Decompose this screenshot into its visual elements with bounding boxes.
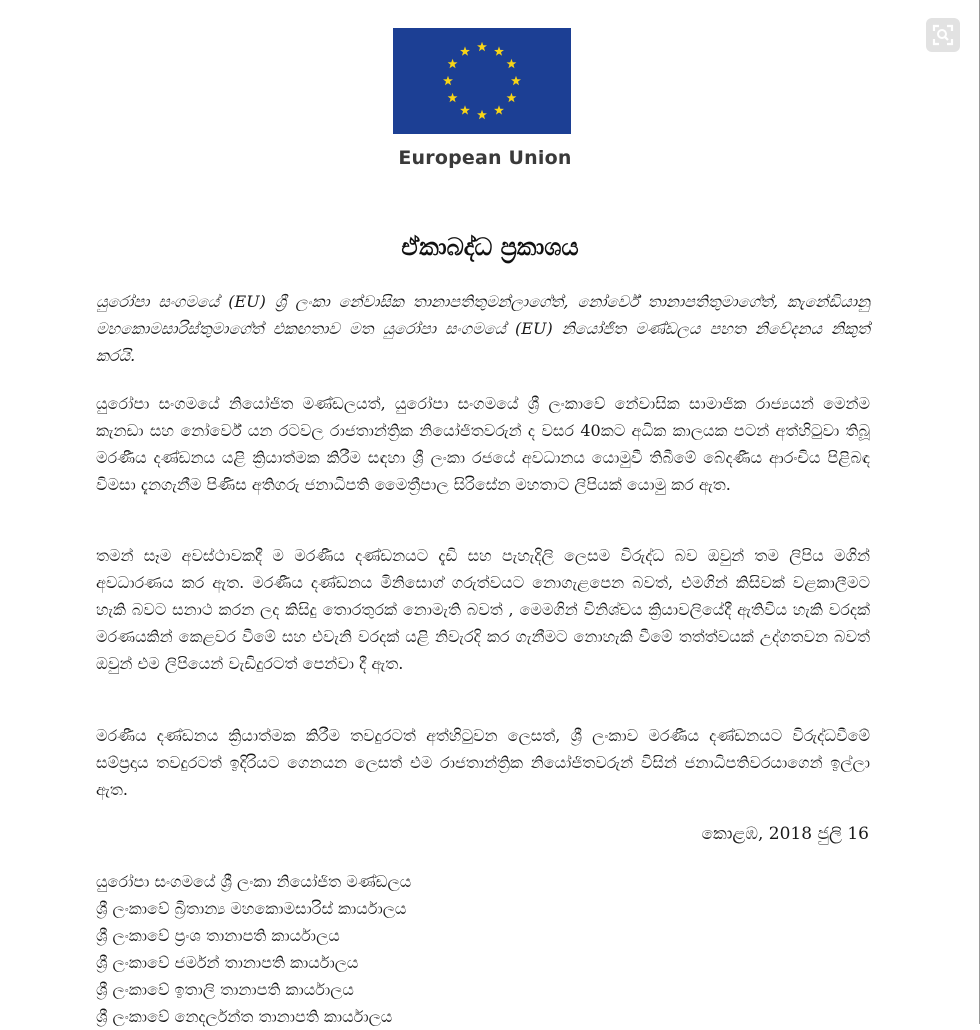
document-title: ඒකාබද්ධ ප්‍රකාශය (401, 232, 579, 261)
signatory-list (96, 868, 411, 1030)
zoom-fit-icon (932, 24, 954, 46)
eu-logo (393, 28, 572, 169)
signatory-item: යුරෝපා සංගමයේ ශ්‍රී ලංකා නියෝජිත මණ්ඩලය (96, 872, 412, 891)
signatory-item: ශ්‍රී ලංකාවේ ජර්මන් තානාපති කාර්යාලය (96, 953, 359, 972)
body-paragraph: තමන් සෑම අවස්ථාවකදී ම මරණීය දණ්ඩනයට දැඩි සහ පැහැදිලි ලෙසම විරුද්ධ බව ඔවුන් තම ලිපිය මගින් අවධාරණය කර ඇත. මරණීය දණ්ඩනය මිනිසොග් ගරුත්වයට නොගැළපෙන බවත්, එමගින් කිසිවක් වළකාලීමට හැකි බවට සනාථ කරන ලද කිසිදු තොරතුරක් නොමැති බවත් , මෙමගින් විනිශ්චය ක්‍රියාවලියේදී ඇතිවිය හැකි වරදක් මරණයකින් කෙළවර වීමේ සහ එවැනි වරදක් යළි නිවැරදි කර ගැනීමට නොහැකි වීමේ තත්ත්වයක් උද්ගතවන බවත් ඔවුන් එම ලිපියෙන් වැඩිදුරටත් පෙන්වා දී ඇත. (96, 546, 870, 673)
dateline: කොළඹ, 2018 ජුලි 16 (701, 824, 869, 844)
logo-text: European Union (398, 147, 572, 169)
body-paragraph: යුරෝපා සංගමයේ නියෝජිත මණ්ඩලයත්, යුරෝපා සංගමයේ ශ්‍රී ලංකාවේ නේවාසික සාමාජික රාජ්‍යයන් මෙන්ම කැනඩා සහ නෝර්වේ යන රටවල රාජතාන්ත්‍රික නියෝජිතවරුන් ද වසර 40කට අධික කාලයක පටන් අත්හිටුවා තිබූ මරණීය දණ්ඩනය යළි ක්‍රියාත්මක කිරීම සඳහා ශ්‍රී ලංකා රජයේ අවධානය යොමුවී තිබීමේ බේදණීය ආරංචිය පිළිබඳ විමසා දැනගැනීම පිණිස අතිගරු ජනාධිපති මෛත්‍රීපාල සිරිසේන මහතාට ලිපියක් යොමු කර ඇත. (96, 394, 870, 494)
signatory-item: ශ්‍රී ලංකාවේ ඉතාලි තානාපති කාර්යාලය (96, 980, 354, 999)
zoom-button[interactable] (926, 18, 960, 52)
eu-flag-icon (393, 28, 571, 134)
signatory-item: ශ්‍රී ලංකාවේ ප්‍රංශ තානාපති කාර්යාලය (96, 926, 340, 945)
body-paragraph: මරණීය දණ්ඩනය ක්‍රියාත්මක කිරීම තවදුරටත් අත්හිටුවන ලෙසත්, ශ්‍රී ලංකාව මරණීය දණ්ඩනයට විරුද්ධවීමේ සම්ප්‍රදාය තවදුරටත් ඉදිරියට ගෙනයන ලෙසත් එම රාජතාන්ත්‍රික නියෝජිතවරුන් විසින් ජනාධිපතිවරයාගෙන් ඉල්ලා ඇත. (96, 726, 870, 799)
signatory-item: ශ්‍රී ලංකාවේ බ්‍රිතාන්‍ය මහකොමසාරිස් කාර්යාලය (96, 899, 407, 918)
intro-paragraph: යුරෝපා සංගමයේ (EU) ශ්‍රී ලංකා නේවාසික තානාපතිතුමන්ලාගේත්, නෝර්වේ තානාපතිතුමාගේත්, කැනේඩියානු මහකොමසාරිස්තුමාගේත් එකඟතාව මත යුරෝපා සංගමයේ (EU) නියෝජිත මණ්ඩලය පහත නිවේදනය නිකුත් කරයි. (96, 292, 870, 365)
signatory-item: ශ්‍රී ලංකාවේ නෙදර්ලන්ත තානාපති කාර්යාලය (96, 1007, 393, 1026)
